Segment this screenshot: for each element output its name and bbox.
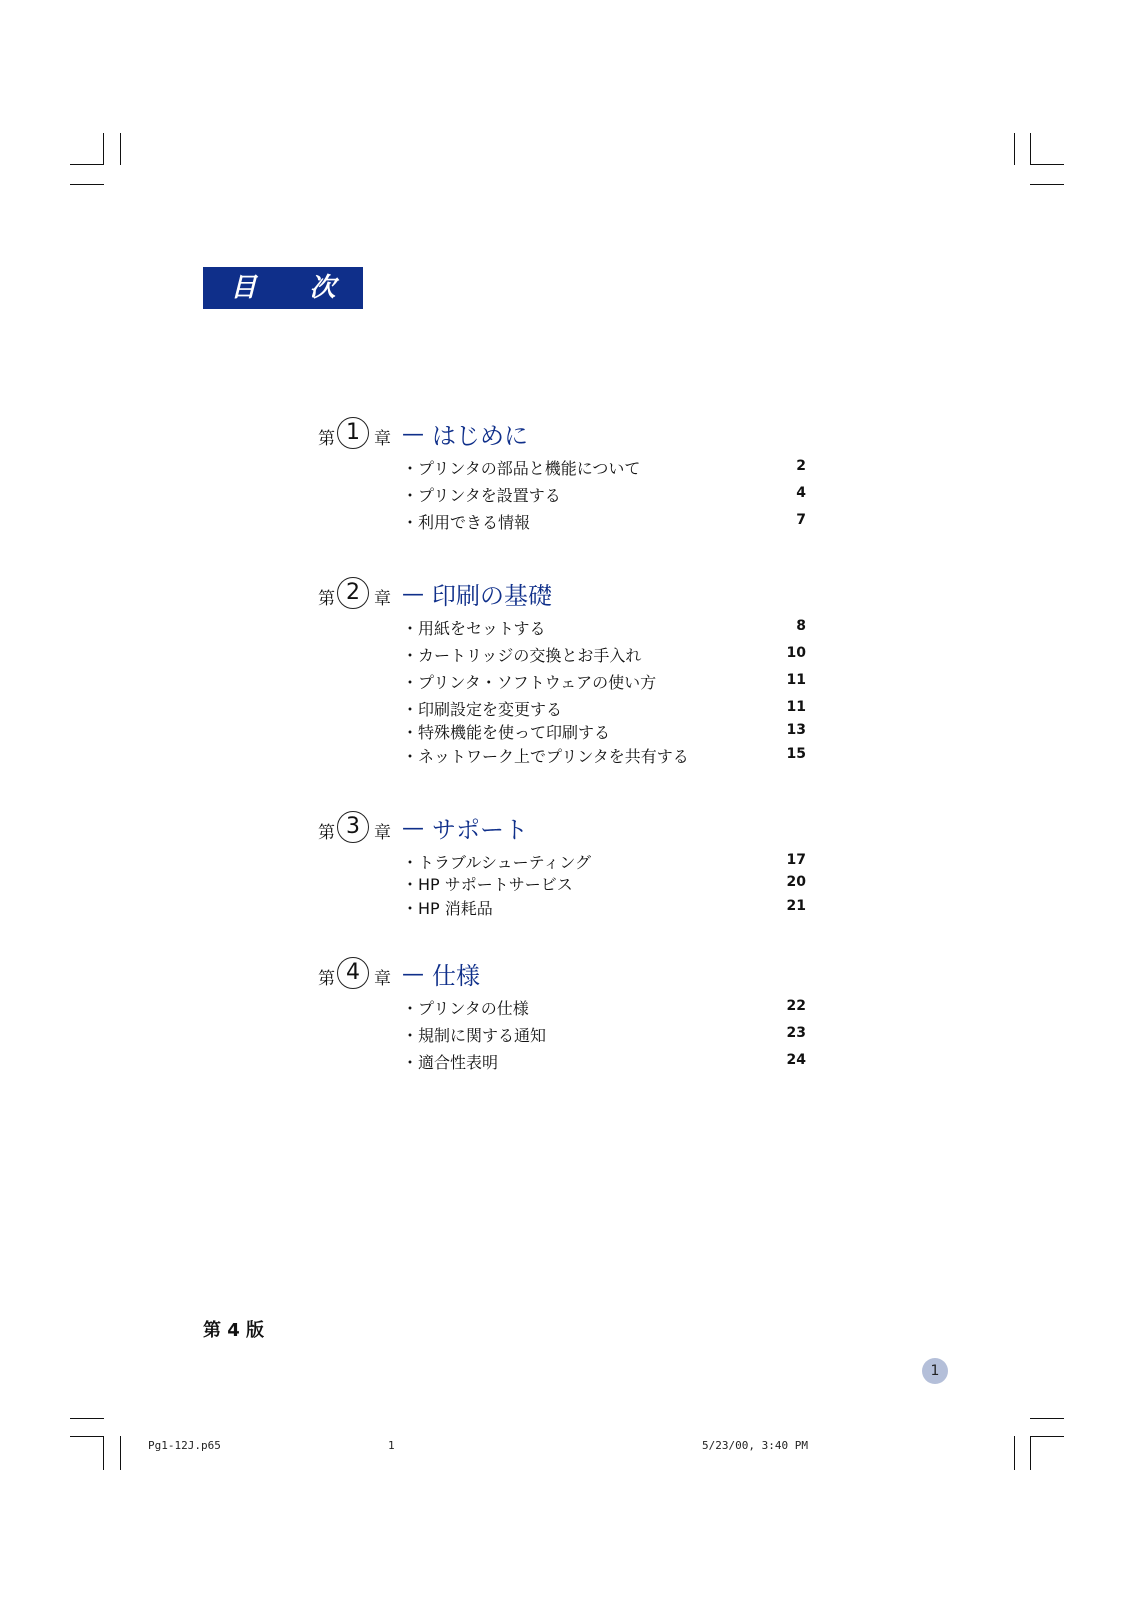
toc-entry-page: 23 [786,1025,806,1041]
toc-title: 目 次 [203,267,363,309]
chapter-suffix: 章 [374,823,391,843]
chapter-dash: — [402,582,424,607]
toc-entry-page: 13 [786,722,806,738]
toc-entry-page: 17 [786,852,806,868]
chapter-number-badge: 2 [337,577,369,609]
crop-mark [70,1418,104,1419]
crop-mark [70,164,104,165]
crop-mark [1030,184,1064,185]
toc-entry[interactable] [318,614,818,641]
chapter-dash: — [402,422,424,447]
toc-entry-text: ・印刷設定を変更する [402,700,563,719]
crop-mark [1030,1418,1064,1419]
chapter-heading [318,414,818,454]
chapter-dash: — [402,816,424,841]
crop-mark [1030,133,1031,165]
chapter-suffix: 章 [374,589,391,609]
toc-entry-text: ・カートリッジの交換とお手入れ [402,646,642,665]
toc-entry-page: 11 [786,699,806,715]
crop-mark [103,1436,104,1470]
chapter-3 [318,808,818,921]
toc-entry[interactable] [318,668,818,695]
toc-entry-page: 20 [786,874,806,890]
toc-entry[interactable] [318,695,818,718]
chapter-suffix: 章 [374,969,391,989]
toc-entry[interactable] [318,1021,818,1048]
page-number-badge: 1 [922,1358,948,1384]
chapter-title[interactable]: 仕様 [432,962,480,990]
chapter-4 [318,954,818,1075]
toc-entry-text: ・プリンタを設置する [402,486,561,505]
chapter-title[interactable]: 印刷の基礎 [432,582,552,610]
toc-entry-page: 10 [786,645,806,661]
toc-entry-page: 7 [796,512,806,528]
toc-entry[interactable] [318,718,818,742]
toc-entry-text: ・プリンタ・ソフトウェアの使い方 [402,673,657,692]
crop-mark [1030,164,1064,165]
toc-entry-text: ・規制に関する通知 [402,1026,547,1045]
toc-entry-page: 8 [796,618,806,634]
chapter-2 [318,574,818,769]
edition-label: 第 4 版 [203,1320,265,1341]
toc-entry-page: 2 [796,458,806,474]
toc-entry-page: 22 [786,998,806,1014]
toc-entry-text: ・HP 消耗品 [402,899,493,918]
toc-entry[interactable] [318,454,818,481]
footer-datetime: 5/23/00, 3:40 PM [702,1439,808,1452]
toc-entry-page: 4 [796,485,806,501]
crop-mark [1030,1436,1064,1437]
toc-entry-text: ・プリンタの部品と機能について [402,459,641,478]
toc-entry[interactable] [318,508,818,535]
toc-entry[interactable] [318,641,818,668]
chapter-number-badge: 1 [337,417,369,449]
toc-entry-text: ・利用できる情報 [402,513,531,532]
toc-entry[interactable] [318,481,818,508]
crop-mark [103,133,104,165]
footer-filename: Pg1-12J.p65 [148,1439,221,1452]
footer-page: 1 [388,1439,395,1452]
toc-entry-page: 21 [786,898,806,914]
chapter-dash: — [402,962,424,987]
toc-entry-page: 11 [786,672,806,688]
toc-entry[interactable] [318,848,818,870]
crop-mark [120,1436,121,1470]
chapter-number-badge: 4 [337,957,369,989]
toc-entry-text: ・トラブルシューティング [402,853,592,872]
crop-mark [120,133,121,165]
toc-entry-text: ・ネットワーク上でプリンタを共有する [402,747,689,766]
crop-mark [1014,1436,1015,1470]
chapter-number-badge: 3 [337,811,369,843]
chapter-prefix: 第 [318,823,335,843]
crop-mark [1030,1436,1031,1470]
chapter-title[interactable]: サポート [432,816,528,844]
toc-entry[interactable] [318,870,818,894]
chapter-heading [318,954,818,994]
toc-entry[interactable] [318,742,818,769]
toc-entry[interactable] [318,1048,818,1075]
toc-entry[interactable] [318,894,818,921]
toc-entry-text: ・プリンタの仕様 [402,999,529,1018]
crop-mark [70,1436,104,1437]
toc-entry-text: ・特殊機能を使って印刷する [402,723,611,742]
chapter-1 [318,414,818,535]
toc-entry-page: 24 [786,1052,806,1068]
chapter-prefix: 第 [318,429,335,449]
chapter-heading [318,574,818,614]
chapter-prefix: 第 [318,589,335,609]
crop-mark [1014,133,1015,165]
toc-entry-text: ・用紙をセットする [402,619,546,638]
toc-entry[interactable] [318,994,818,1021]
chapter-suffix: 章 [374,429,391,449]
chapter-heading [318,808,818,848]
chapter-title[interactable]: はじめに [432,422,528,450]
toc-entry-text: ・HP サポートサービス [402,875,573,894]
crop-mark [70,184,104,185]
toc-entry-text: ・適合性表明 [402,1053,499,1072]
chapter-prefix: 第 [318,969,335,989]
toc-entry-page: 15 [786,746,806,762]
